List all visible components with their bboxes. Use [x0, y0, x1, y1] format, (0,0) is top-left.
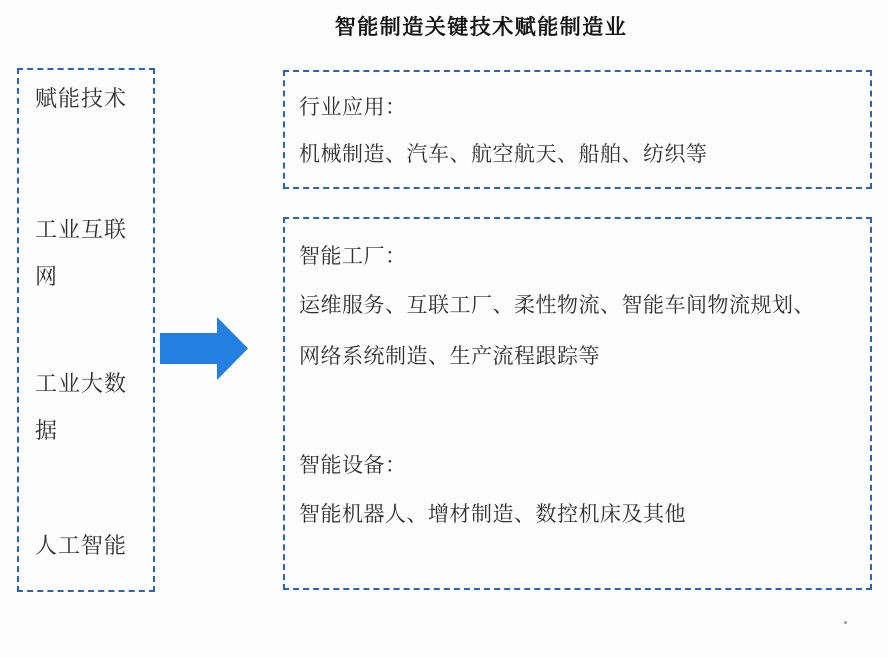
diagram-title: 智能制造关键技术赋能制造业 — [334, 16, 628, 39]
smart-factory-equipment-panel — [283, 217, 872, 590]
smart-equipment-heading: 智能设备： — [299, 454, 407, 477]
smart-factory-line-1: 运维服务、互联工厂、柔性物流、智能车间物流规划、 — [299, 294, 815, 317]
smart-factory-heading: 智能工厂： — [299, 245, 407, 268]
industry-application-body: 机械制造、汽车、航空航天、船舶、纺织等 — [299, 143, 708, 166]
smart-factory-line-2: 网络系统制造、生产流程跟踪等 — [299, 345, 600, 368]
left-item-industrial-big-data: 工业大数据 — [35, 371, 128, 443]
scan-artifact-dot — [844, 621, 847, 624]
left-item-enabling-tech: 赋能技术 — [35, 86, 128, 111]
industry-application-panel — [283, 70, 872, 189]
smart-equipment-body: 智能机器人、增材制造、数控机床及其他 — [299, 503, 686, 526]
industry-application-heading: 行业应用： — [299, 96, 407, 119]
left-item-industrial-internet: 工业互联网 — [35, 217, 128, 289]
right-arrow-icon — [160, 317, 248, 380]
right-arrow-shape — [160, 317, 248, 380]
enabling-tech-panel — [17, 68, 155, 592]
left-item-artificial-intelligence: 人工智能 — [35, 533, 128, 558]
